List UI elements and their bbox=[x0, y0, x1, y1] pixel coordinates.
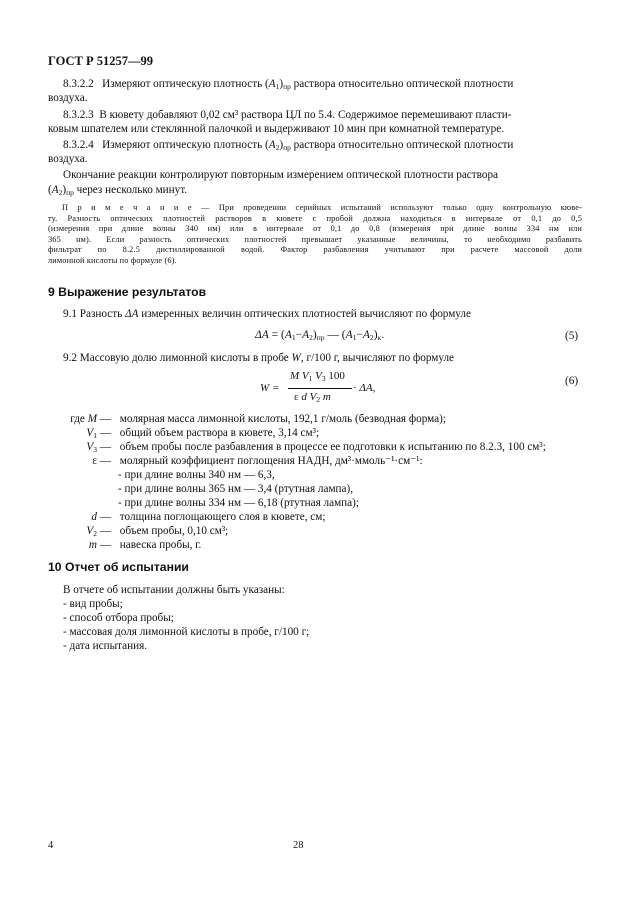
definition-row: d — толщина поглощающего слоя в кювете, см; bbox=[91, 511, 326, 523]
note-line: фильтрат по 8.2.5 дистиллированной водой. Фактор разбавления учитывают при расчете массовой доли bbox=[48, 245, 582, 255]
report-item: - массовая доля лимонной кислоты в пробе, г/100 г; bbox=[63, 626, 310, 638]
paren: ) bbox=[279, 78, 284, 90]
note-line bbox=[48, 203, 582, 214]
equation-5: $\Delta A = (A_1-A_2)_{пр}$ — $(A_1-A_2)_к$. bbox=[255, 329, 385, 342]
para-text: 9.1 Разность bbox=[63, 308, 126, 320]
equation-6-number: (6) bbox=[565, 375, 579, 387]
para-text-b: раствора относительно оптической плотности bbox=[290, 139, 514, 151]
definition-row: где M — молярная масса лимонной кислоты, 192,1 г/моль (безводная форма); bbox=[70, 413, 446, 425]
note-line: (измерения при длине волны 340 нм) или в интервале от 0,1 до 0,8 (измерения при длине волны 334 нм или bbox=[48, 224, 582, 234]
sub: 2 bbox=[58, 188, 63, 197]
para-text: 9.2 Массовую долю лимонной кислоты в пробе bbox=[63, 352, 292, 364]
definition-row: ε — молярный коэффициент поглощения НАДН, дм³·ммоль⁻¹·см⁻¹: bbox=[92, 455, 423, 467]
definition-subitem: - при длине волны 334 нм — 6,18 (ртутная лампа); bbox=[118, 497, 359, 509]
report-item: - вид пробы; bbox=[63, 598, 123, 610]
definition-text: объем пробы, 0,10 см³; bbox=[119, 525, 229, 537]
sub-pr: пр bbox=[283, 143, 291, 152]
para-text-b: , г/100 г, вычисляют по формуле bbox=[300, 352, 455, 364]
definition-subitem: - при длине волны 340 нм — 6,3, bbox=[118, 469, 275, 481]
note-text: — При проведении серийных испытаний используют только одну контрольную кюве- bbox=[191, 203, 582, 212]
para-end-line1: Окончание реакции контролируют повторным измерением оптической плотности раствора bbox=[63, 169, 499, 181]
note-line: 365 нм). Если разность оптических плотностей превышает указанные величины, то необходимо разбавить bbox=[48, 234, 582, 244]
sub: 1 bbox=[275, 82, 280, 91]
para-9-2 bbox=[63, 351, 454, 365]
definitions-list bbox=[0, 410, 630, 550]
para-8-3-2-2-line2: воздуха. bbox=[48, 92, 88, 104]
var-a: A bbox=[268, 78, 276, 90]
para-number: 8.3.2.4 bbox=[63, 139, 94, 151]
definition-subitem: - при длине волны 365 нм — 3,4 (ртутная лампа), bbox=[118, 483, 354, 495]
definition-row: $V_1$ — общий объем раствора в кювете, 3,14 см³; bbox=[86, 427, 320, 440]
para-number: 8.3.2.2 bbox=[63, 78, 94, 90]
para-text: В кювету добавляют 0,02 см³ раствора ЦЛ по 5.4. Содержимое перемешивают пласти- bbox=[99, 109, 512, 121]
sub-pr: пр bbox=[66, 188, 74, 197]
para-8-3-2-4 bbox=[63, 138, 513, 155]
var-a: A bbox=[268, 139, 276, 151]
para-8-3-2-3-line2: ковым шпателем или стеклянной палочкой и выдерживают 10 мин при комнатной температуре. bbox=[48, 123, 505, 135]
para-9-1 bbox=[63, 307, 471, 321]
footer-left-number: 4 bbox=[48, 840, 54, 851]
note-line: ту. Разность оптических плотностей растворов в кювете с пробой должна находиться в интервале от 0,1 до 0,5 bbox=[48, 213, 582, 223]
note-block bbox=[48, 203, 582, 267]
para-text: Измеряют оптическую плотность ( bbox=[102, 78, 269, 90]
note-line: лимонной кислоты по формуле (6). bbox=[48, 255, 177, 265]
definition-row: $V_2$ — объем пробы, 0,10 см³; bbox=[86, 525, 229, 538]
definition-text: объем пробы после разбавления в процессе ее подготовки к испытанию по 8.2.3, 100 см³; bbox=[119, 441, 546, 453]
report-item: - дата испытания. bbox=[63, 640, 148, 652]
definition-text: общий объем раствора в кювете, 3,14 см³; bbox=[119, 427, 320, 439]
paren: ) bbox=[62, 184, 67, 196]
note-label: П р и м е ч а н и е bbox=[62, 203, 192, 212]
page-number: 28 bbox=[293, 840, 304, 851]
para-number: 8.3.2.3 bbox=[63, 109, 94, 121]
var-a: A bbox=[51, 184, 59, 196]
section-10-intro: В отчете об испытании должны быть указаны: bbox=[63, 584, 285, 596]
para-8-3-2-2 bbox=[63, 77, 585, 94]
para-8-3-2-4-line2: воздуха. bbox=[48, 153, 88, 165]
section-10-title: 10 Отчет об испытании bbox=[48, 560, 189, 574]
para-text-b: измеренных величин оптических плотностей вычисляют по формуле bbox=[138, 308, 471, 320]
definition-row: $V_3$ — объем пробы после разбавления в процессе ее подготовки к испытанию по 8.2.3, 100 см³; bbox=[86, 441, 546, 454]
sub: 2 bbox=[275, 143, 280, 152]
definition-text: молярный коэффициент поглощения НАДН, дм³·ммоль⁻¹·см⁻¹: bbox=[119, 455, 423, 467]
var-delta-a: ΔA bbox=[125, 308, 139, 320]
definition-row: m — навеска пробы, г. bbox=[88, 539, 202, 551]
paren: ) bbox=[279, 139, 284, 151]
section-9-title: 9 Выражение результатов bbox=[48, 285, 207, 299]
para-text: через несколько минут. bbox=[73, 184, 188, 196]
var-w: W bbox=[291, 352, 301, 364]
para-8-3-2-3 bbox=[63, 108, 512, 122]
para-text-b: раствора относительно оптической плотности bbox=[290, 78, 514, 90]
definition-text: толщина поглощающего слоя в кювете, см; bbox=[119, 511, 326, 523]
document-header: ГОСТ Р 51257—99 bbox=[48, 54, 154, 68]
para-text: Измеряют оптическую плотность ( bbox=[102, 139, 269, 151]
paren: ( bbox=[48, 184, 52, 196]
para-end-line2 bbox=[48, 183, 187, 200]
report-item: - способ отбора пробы; bbox=[63, 612, 174, 624]
definition-text: молярная масса лимонной кислоты, 192,1 г/моль (безводная форма); bbox=[119, 413, 446, 425]
sub-pr: пр bbox=[283, 82, 291, 91]
equation-6: W = M $V_1$ $V_3$ 100 ε d $V_2$ m · ΔA, bbox=[260, 370, 376, 404]
definition-text: навеска пробы, г. bbox=[119, 539, 202, 551]
equation-5-number: (5) bbox=[565, 330, 579, 342]
